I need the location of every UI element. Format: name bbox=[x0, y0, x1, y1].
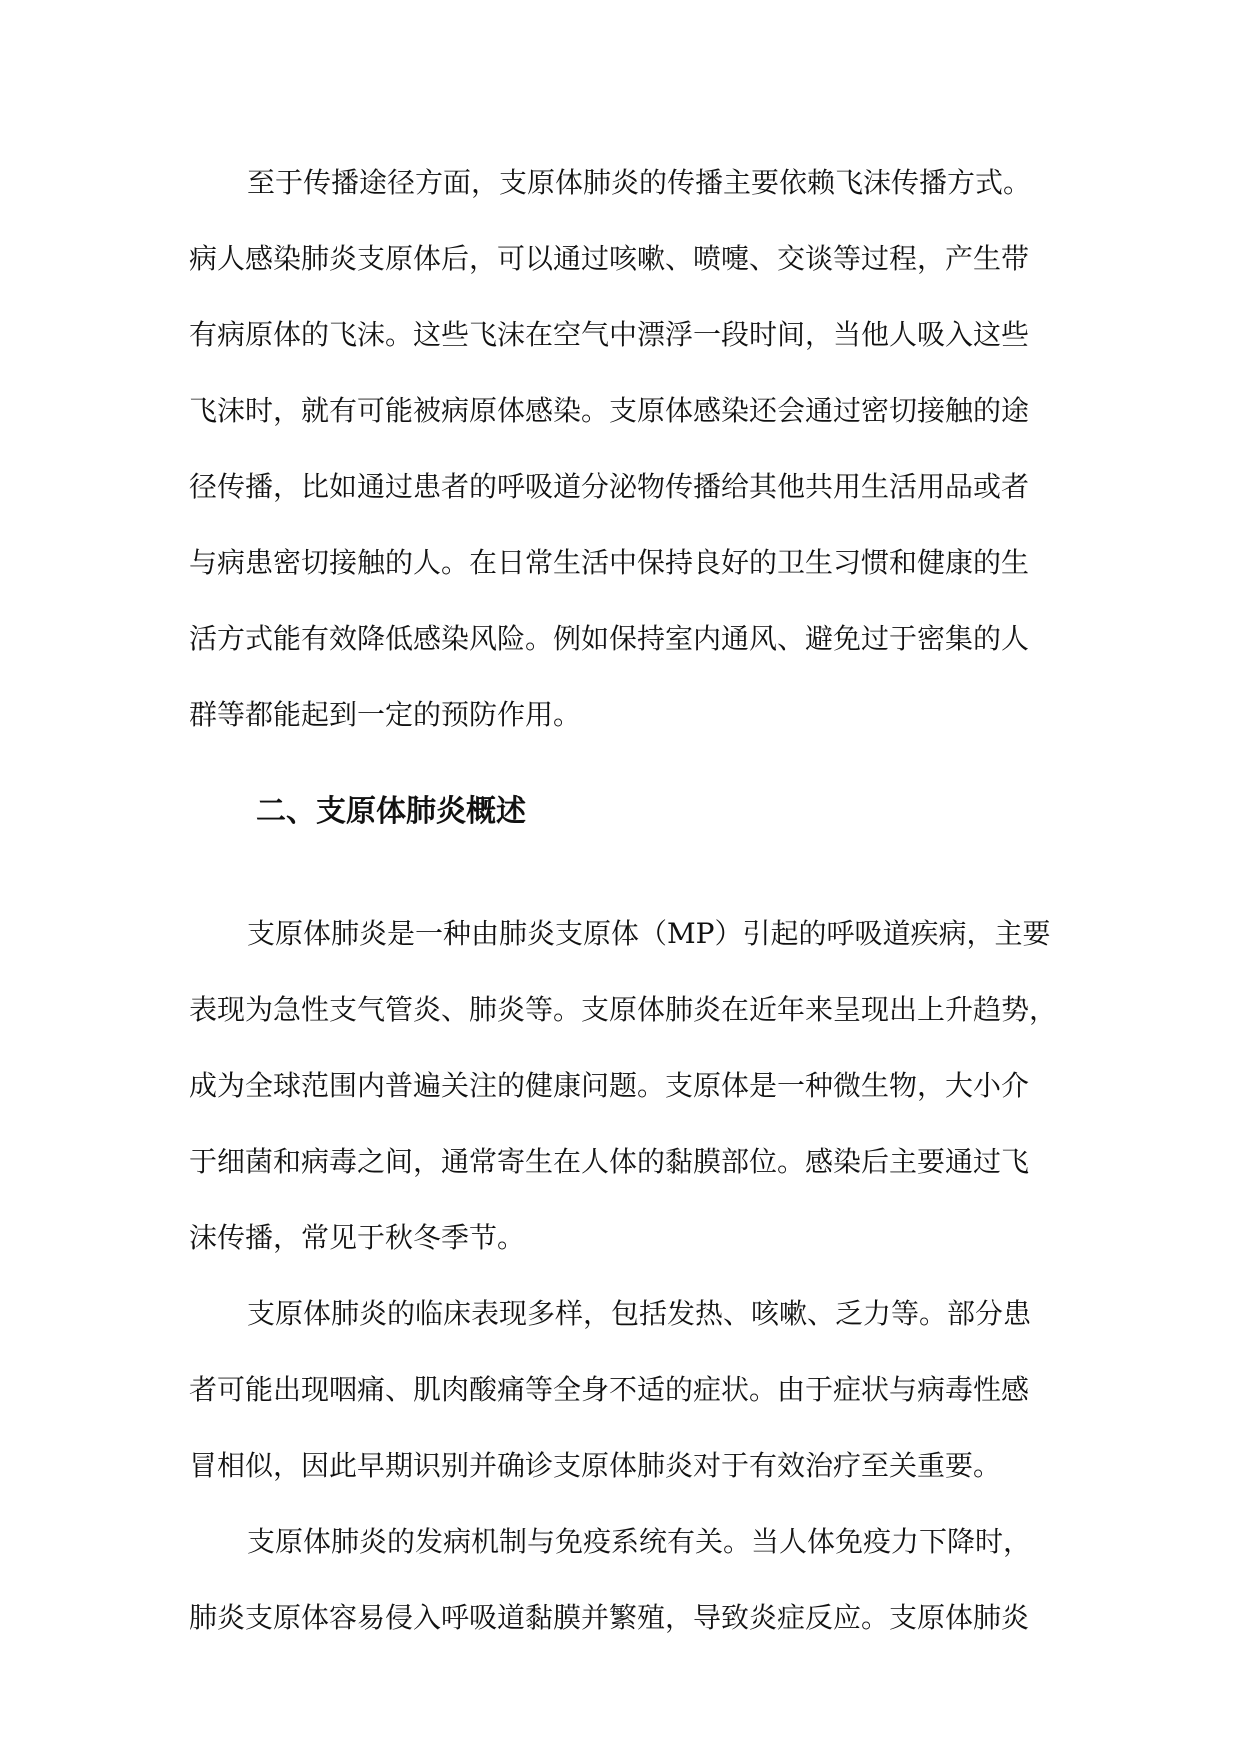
paragraph-line: 支原体肺炎的发病机制与免疫系统有关。当人体免疫力下降时， bbox=[247, 1525, 1032, 1558]
section-heading: 二、支原体肺炎概述 bbox=[256, 794, 526, 829]
paragraph-line: 群等都能起到一定的预防作用。 bbox=[189, 698, 582, 731]
paragraph-line: 径传播，比如通过患者的呼吸道分泌物传播给其他共用生活用品或者 bbox=[189, 470, 1030, 503]
paragraph-line: 至于传播途径方面，支原体肺炎的传播主要依赖飞沫传播方式。 bbox=[247, 166, 1032, 199]
paragraph-line: 沫传播，常见于秋冬季节。 bbox=[189, 1221, 526, 1254]
paragraph-line: 与病患密切接触的人。在日常生活中保持良好的卫生习惯和健康的生 bbox=[189, 546, 1030, 579]
paragraph-line: 冒相似，因此早期识别并确诊支原体肺炎对于有效治疗至关重要。 bbox=[189, 1449, 1002, 1482]
transmission-paragraph bbox=[189, 145, 1053, 753]
paragraph-line: 病人感染肺炎支原体后，可以通过咳嗽、喷嚏、交谈等过程，产生带 bbox=[189, 242, 1030, 275]
paragraph-line: 肺炎支原体容易侵入呼吸道黏膜并繁殖，导致炎症反应。支原体肺炎 bbox=[189, 1601, 1030, 1634]
paragraph-line: 者可能出现咽痛、肌肉酸痛等全身不适的症状。由于症状与病毒性感 bbox=[189, 1373, 1030, 1406]
paragraph-line: 活方式能有效降低感染风险。例如保持室内通风、避免过于密集的人 bbox=[189, 622, 1030, 655]
paragraph-line: 成为全球范围内普遍关注的健康问题。支原体是一种微生物，大小介 bbox=[189, 1069, 1030, 1102]
overview-paragraph-2 bbox=[189, 1276, 1053, 1504]
paragraph-line: 表现为急性支气管炎、肺炎等。支原体肺炎在近年来呈现出上升趋势， bbox=[189, 993, 1058, 1026]
paragraph-line: 支原体肺炎的临床表现多样，包括发热、咳嗽、乏力等。部分患 bbox=[247, 1297, 1032, 1330]
paragraph-line: 于细菌和病毒之间，通常寄生在人体的黏膜部位。感染后主要通过飞 bbox=[189, 1145, 1030, 1178]
overview-paragraph-1 bbox=[189, 896, 1058, 1276]
overview-paragraph-3 bbox=[189, 1504, 1053, 1656]
paragraph-line: 支原体肺炎是一种由肺炎支原体（MP）引起的呼吸道疾病，主要 bbox=[247, 917, 1051, 950]
paragraph-line: 飞沫时，就有可能被病原体感染。支原体感染还会通过密切接触的途 bbox=[189, 394, 1030, 427]
paragraph-line: 有病原体的飞沫。这些飞沫在空气中漂浮一段时间，当他人吸入这些 bbox=[189, 318, 1030, 351]
